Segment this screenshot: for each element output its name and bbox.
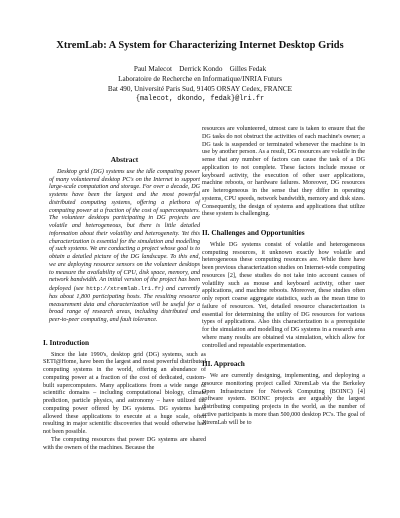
abstract-text-part-2: ) and currently has about 1,800 participating hosts. The resulting resource measurement data and characterization will be useful for a broad range of research areas, including distributed and peer-to-peer computing, and fault tolerance. — [49, 286, 200, 323]
project-url-link[interactable]: http://xtremlab.lri.fr — [86, 285, 162, 292]
challenges-paragraph: While DG systems consist of volatile and heterogeneous computing resources, it unknown exactly how volatile and heterogeneous these computing resources are. While there have been previous characterization studies on Internet-wide computing resources [2], these studies do not take into account causes of volatility such as mouse and keyboard activity, other user applications, and machine reboots. Moreover, these studies often only report coarse aggregate statistics, such as the mean time to failure of resources. Yet, detailed resource characterization is essential for determining the utility of DG resources for various types of applications. Also this characterization is a prerequisite for the simulation and modelling of DG systems in a research area where many results are obtained via simulation, which allow for controlled and repeatable experimentation. — [202, 241, 365, 349]
author-address: Bat 490, Université Paris Sud, 91405 ORSAY Cedex, FRANCE — [107, 85, 293, 93]
author-email: {malecot, dkondo, fedak}@lri.fr — [135, 95, 265, 103]
section-heading-challenges: II. Challenges and Opportunities — [202, 228, 305, 237]
abstract-text-part-1: Desktop grid (DG) systems use the idle computing power of many volunteered desktop PC's on the Internet to support large-scale computation and storage. For over a decade, DG systems have been the largest and the most powerful distributed computing systems, offering a plethora of computing power at a fraction of the cost of supercomputers. The volunteer desktops participating in DG projects are volatile and heterogeneous, but there is little detailed information about their volatility and heterogeneity. Yet this characterization is essential for the simulation and modelling of such systems. We are conducting a project whose goal is to obtain a detailed picture of the DG landscape. To this end, we are deploying resource sensors on the volunteer desktops to measure the availability of CPU, disk space, memory, and network bandwidth. An initial version of the project has been deployed (see — [49, 168, 200, 292]
author-block — [0, 64, 400, 104]
abstract-heading: Abstract — [110, 155, 139, 164]
author-affiliation: Laboratoire de Recherche en Informatique/INRIA Futurs — [118, 75, 282, 83]
intro-paragraph-2: The computing resources that power DG systems are shared with the owners of the machines. Because the — [43, 436, 206, 451]
left-column — [43, 156, 206, 452]
abstract-text — [49, 169, 200, 325]
right-column — [202, 126, 365, 427]
intro-paragraph-continued: resources are volunteered, utmost care is taken to ensure that the DG tasks do not obstruct the activities of each machine's owner; a DG task is suspended or terminated whenever the machine is in use by another person. As a result, DG resources are volatile in the sense that any number of factors can cause the task of a DG application to not complete. These factors include mouse or keyboard activity, the execution of other user applications, machine reboots, or hardware failures. Moreover, DG resources are heterogeneous in the sense that they differ in operating systems, CPU speeds, network bandwidth, memory and disk sizes. Consequently, the design of systems and applications that utilize these system is challenging. — [202, 126, 365, 218]
paper-title: XtremLab: A System for Characterizing Internet Desktop Grids — [56, 40, 344, 51]
section-heading-approach: III. Approach — [202, 359, 245, 369]
approach-paragraph: We are currently designing, implementing, and deploying a resource monitoring project called XtremLab via the Berkeley Open Infrastructure for Network Computing (BOINC) [4] software system. BOINC projects are arguably the largest distributing computing projects in the world, as the number of active participants is more than 500,000 desktop PC's. The goal of XtremLab will be to — [202, 373, 365, 426]
section-heading-introduction: I. Introduction — [43, 337, 90, 347]
intro-paragraph-1: Since the late 1990's, desktop grid (DG) systems, such as SETI@Home, have been the largest and most powerful distributed computing systems in the world, offering an abundance of computing power at a fraction of the cost of dedicated, custom-built supercomputers. Many applications from a wide range of scientific domains – including computational biology, climate prediction, particle physics, and astronomy – have utilized the computing power offered by DG systems. DG systems have allowed these applications to execute at a huge scale, often resulting in major scientific discoveries that would otherwise had not been possible. — [43, 351, 206, 435]
author-names: Paul Malecot Derrick Kondo Gilles Fedak — [133, 65, 267, 73]
